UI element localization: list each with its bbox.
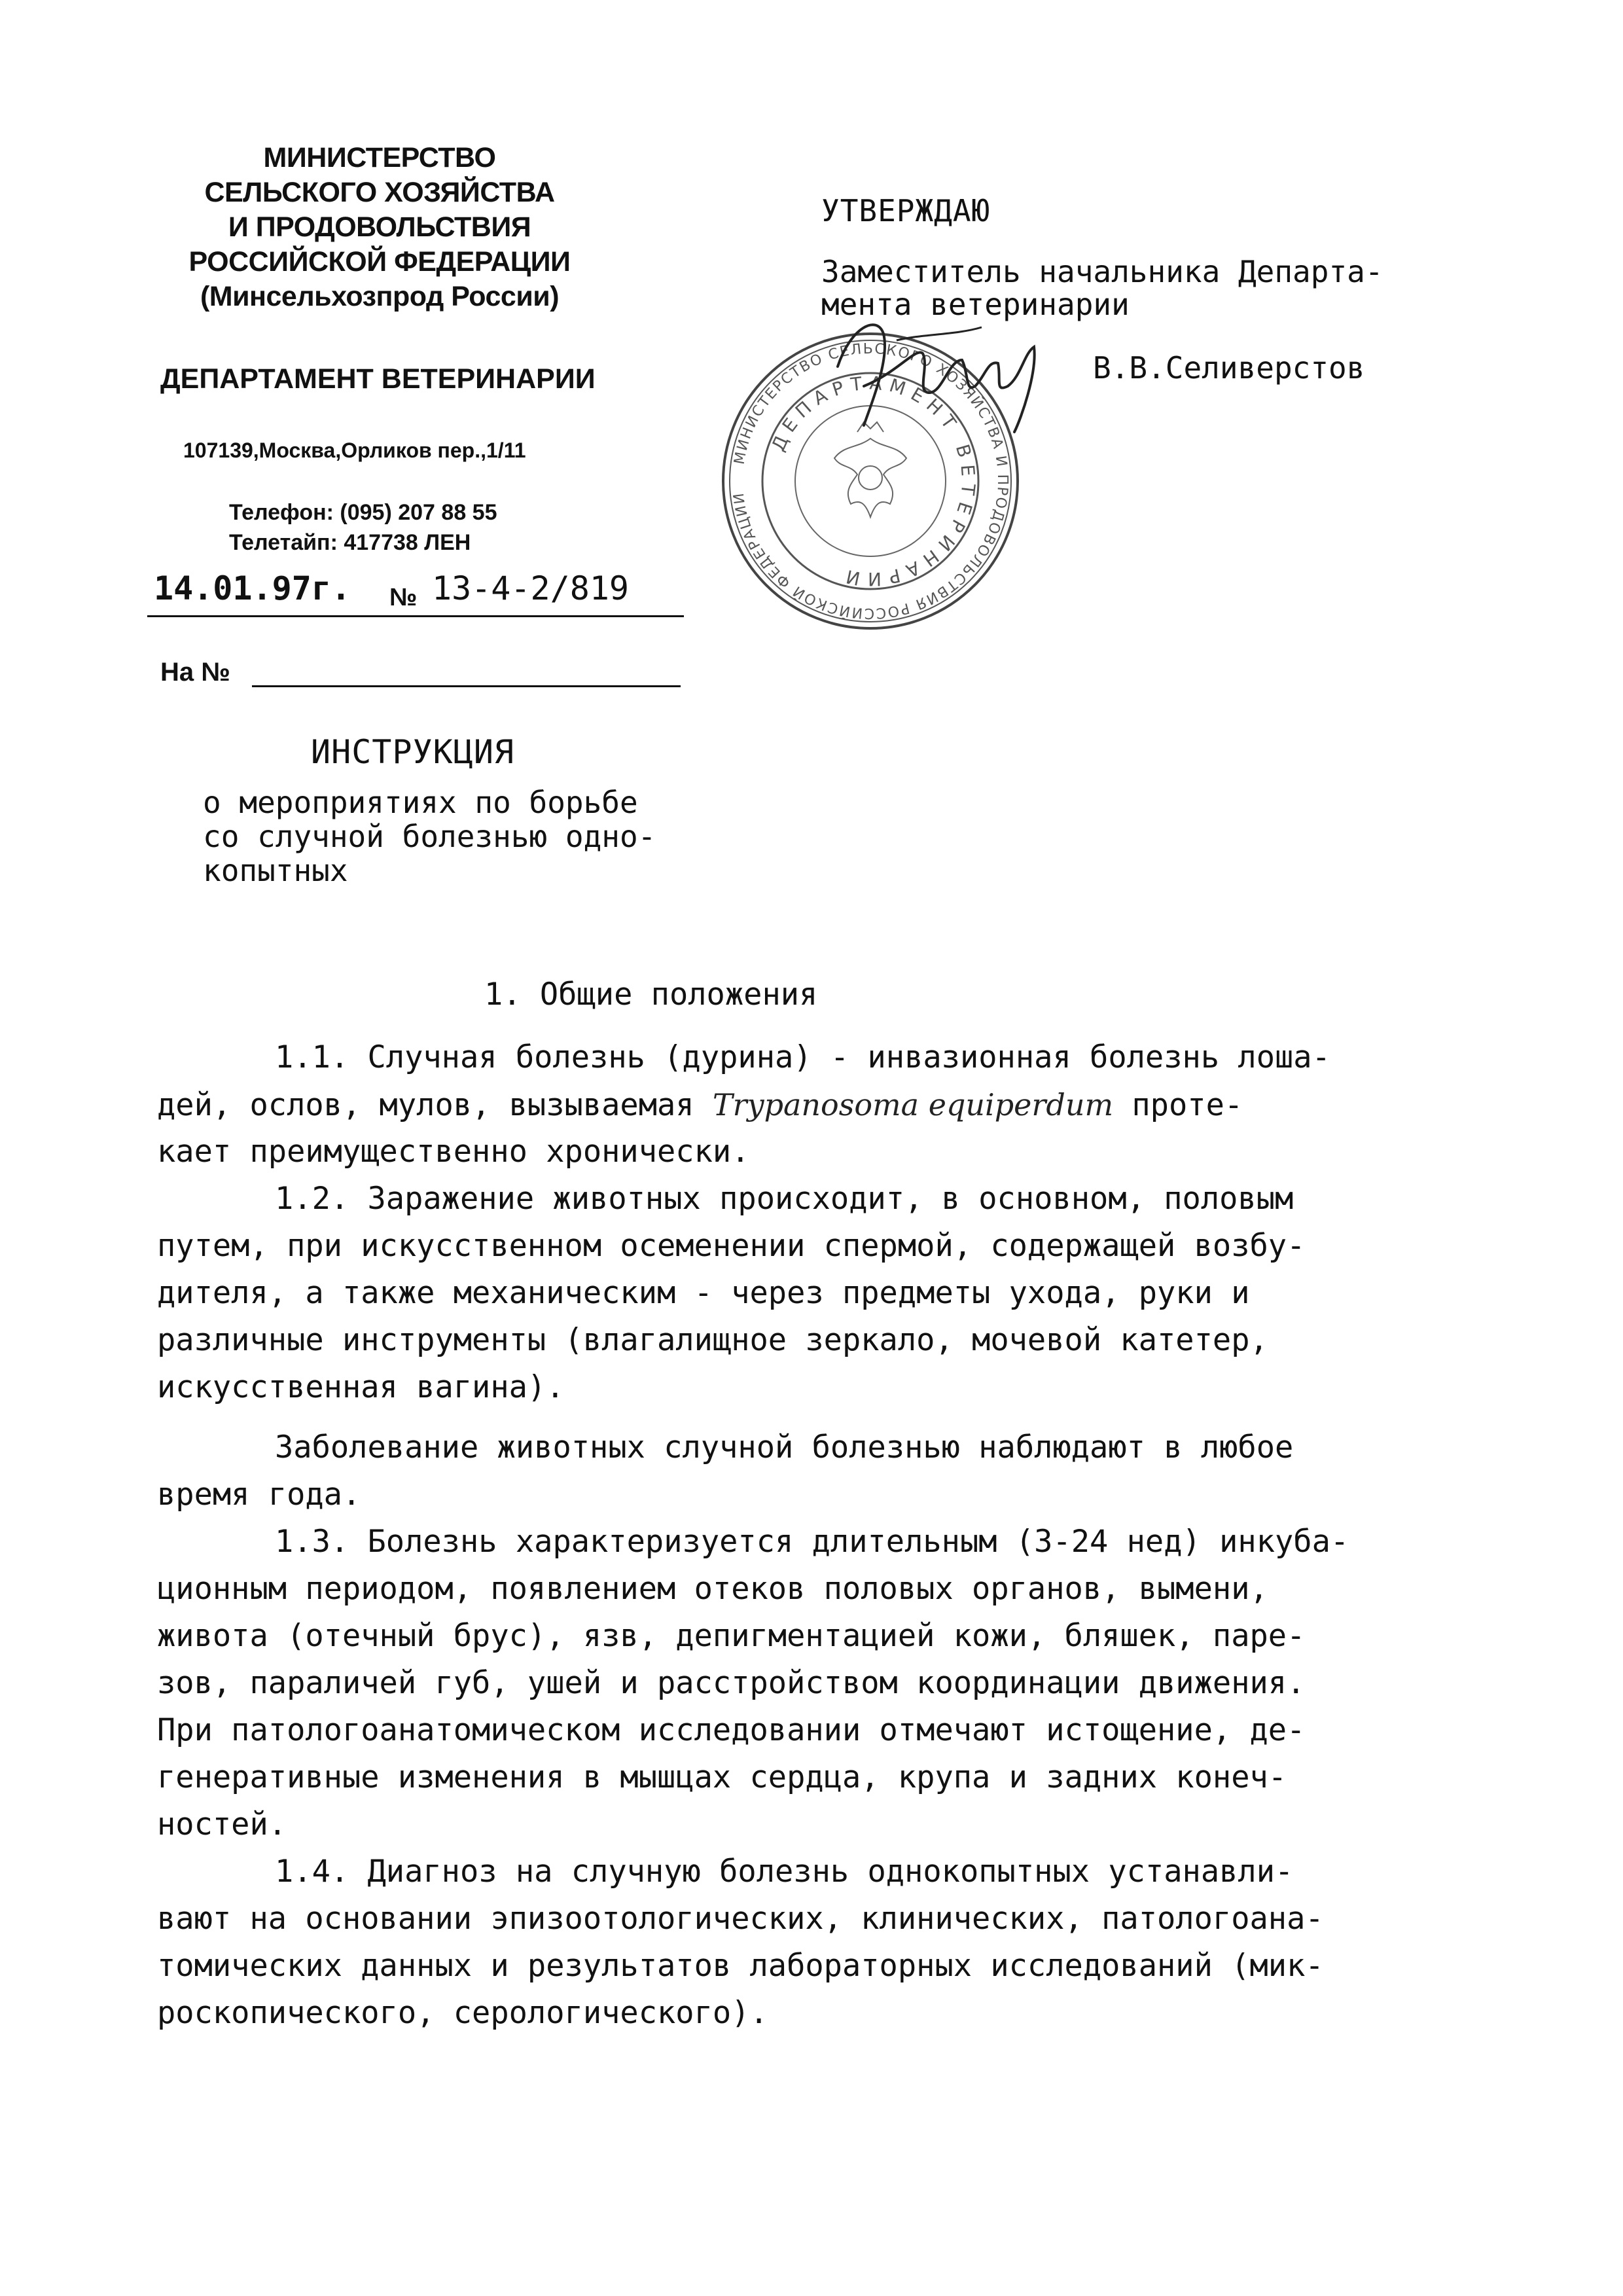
text-line: генеративные изменения в мышцах сердца, крупа и задних конеч- xyxy=(157,1759,1287,1795)
reply-reference xyxy=(160,658,684,691)
text-line: 1.3. Болезнь характеризуется длительным (3-24 нед) инкуба- xyxy=(275,1524,1349,1560)
text-fragment: дей, ослов, мулов, вызываемая xyxy=(157,1087,713,1123)
subtitle-line: о мероприятиях по борьбе xyxy=(203,785,638,820)
text-line: Заболевание животных случной болезнью наблюдают в любое xyxy=(275,1429,1294,1465)
text-fragment: проте- xyxy=(1113,1087,1243,1123)
document-body xyxy=(157,969,1479,2037)
text-line: При патологоанатомическом исследовании отмечают истощение, де- xyxy=(157,1712,1306,1748)
text-line: 1.2. Заражение животных происходит, в основном, половым xyxy=(275,1181,1294,1217)
ministry-line: СЕЛЬСКОГО ХОЗЯЙСТВА xyxy=(204,177,555,208)
teletype: Телетайп: 417738 ЛЕН xyxy=(229,530,471,555)
section-heading: 1. Общие положения xyxy=(484,977,818,1013)
ministry-line: И ПРОДОВОЛЬСТВИЯ xyxy=(228,211,531,243)
reply-reference-blank xyxy=(252,685,681,687)
document-subtitle xyxy=(203,785,700,888)
ministry-line: МИНИСТЕРСТВО xyxy=(263,142,496,173)
registration-date: 14.01.97г. xyxy=(154,569,351,607)
text-line: время года. xyxy=(157,1477,361,1513)
text-line: кает преимущественно хронически. xyxy=(157,1134,750,1170)
text-line: 1.4. Диагноз на случную болезнь однокопытных устанавли- xyxy=(275,1854,1294,1890)
text-line: различные инструменты (влагалищное зеркало, мочевой катетер, xyxy=(157,1322,1268,1358)
text-line xyxy=(157,1081,1479,1128)
registration-line xyxy=(147,569,684,617)
text-line: зов, параличей губ, ушей и расстройством координации движения. xyxy=(157,1665,1306,1701)
text-line: ционным периодом, появлением отеков половых органов, вымени, xyxy=(157,1571,1268,1607)
approval-word: УТВЕРЖДАЮ xyxy=(821,193,991,228)
ministry-line: (Минсельхозпрод России) xyxy=(200,281,560,312)
text-line: вают на основании эпизоотологических, клинических, патологоана- xyxy=(157,1901,1324,1937)
document-title: ИНСТРУКЦИЯ xyxy=(311,733,515,771)
stamp-inner-text: ДЕПАРТАМЕНТ ВЕТЕРИНАРИИ xyxy=(767,372,980,590)
ministry-line: РОССИЙСКОЙ ФЕДЕРАЦИИ xyxy=(188,246,571,278)
approval-position-line: Заместитель начальника Департа- xyxy=(821,254,1383,289)
subtitle-line: со случной болезнью одно- xyxy=(203,819,656,854)
reply-reference-label: На № xyxy=(160,658,230,687)
text-line: ностей. xyxy=(157,1806,287,1842)
text-line: искусственная вагина). xyxy=(157,1369,565,1405)
latin-pathogen-name: Trypanosoma equiperdum xyxy=(712,1087,1114,1122)
approval-signatory: В.В.Селиверстов xyxy=(1093,350,1365,386)
department-name: ДЕПАРТАМЕНТ ВЕТЕРИНАРИИ xyxy=(160,363,596,395)
handwritten-signature xyxy=(825,288,1073,445)
registration-number: 13-4-2/819 xyxy=(432,569,630,607)
text-line: 1.1. Случная болезнь (дурина) - инвазионная болезнь лоша- xyxy=(275,1039,1330,1075)
phone: Телефон: (095) 207 88 55 xyxy=(229,500,497,525)
contact-block xyxy=(229,497,622,558)
subtitle-line: копытных xyxy=(203,853,348,888)
approval-position-line: мента ветеринарии xyxy=(821,287,1130,322)
text-line: томических данных и результатов лабораторных исследований (мик- xyxy=(157,1948,1324,1984)
text-line: роскопического, серологического). xyxy=(157,1995,768,2031)
ministry-header xyxy=(144,141,615,314)
text-line: живота (отечный брус), язв, депигментацией кожи, бляшек, паре- xyxy=(157,1618,1306,1654)
address: 107139,Москва,Орликов пер.,1/11 xyxy=(183,439,526,462)
registration-number-label: № xyxy=(389,584,418,611)
text-line: дителя, а также механическим - через предметы ухода, руки и xyxy=(157,1275,1250,1311)
text-line: путем, при искусственном осеменении спермой, содержащей возбу- xyxy=(157,1228,1306,1264)
stamp-outer-text: МИНИСТЕРСТВО СЕЛЬСКОГО ХОЗЯЙСТВА И ПРОДОВОЛЬСТВИЯ РОССИЙСКОЙ ФЕДЕРАЦИИ xyxy=(730,340,1011,622)
